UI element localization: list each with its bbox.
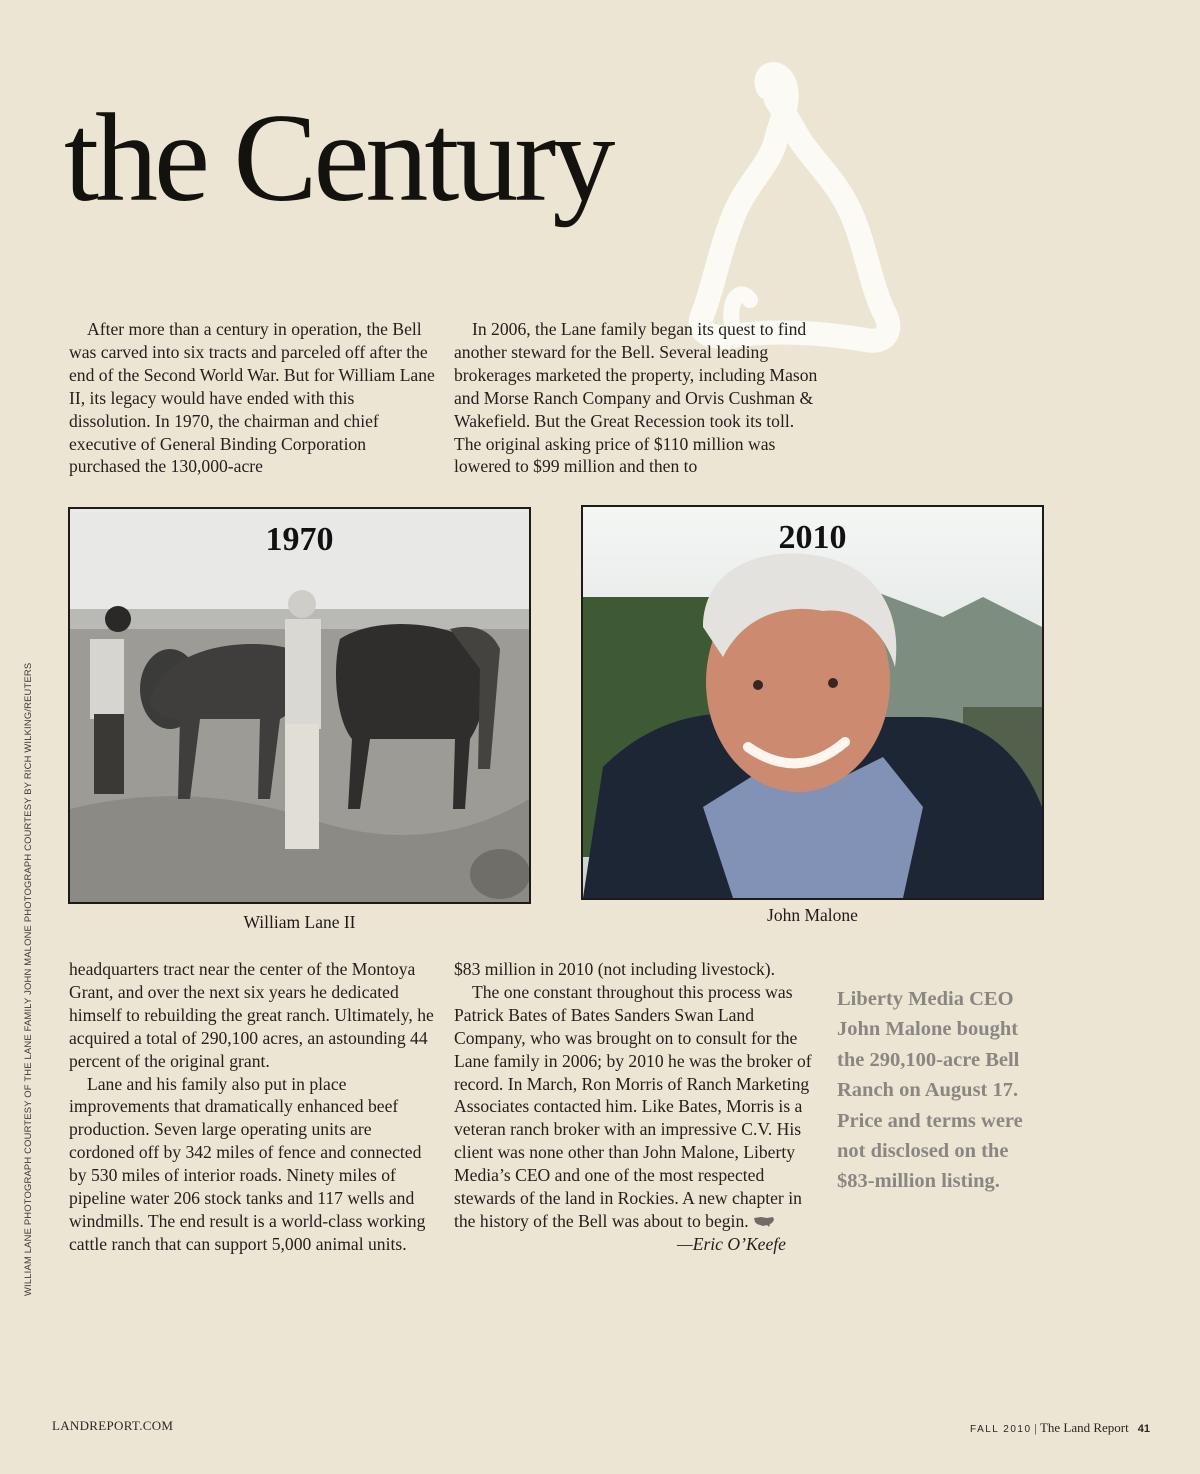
body-paragraph: $83 million in 2010 (not including livestock). [454,959,776,979]
william-lane-photo [68,507,531,904]
photo-year-label: 2010 [778,519,847,556]
photo-year-label: 1970 [265,521,334,558]
article-column-2-bottom [454,958,826,1256]
footer-website: LANDREPORT.COM [52,1418,174,1433]
body-paragraph: After more than a century in operation, the Bell was carved into six tracts and parceled off after the end of the Second World War. But for William Lane II, its legacy would have ended with this dissolution. In 1970, the chairman and chief executive of General Binding Corporation purchased the 130,000-acre [69,319,435,477]
body-paragraph: headquarters tract near the center of the Montoya Grant, and over the next six years he dedicated himself to rebuilding the great ranch. Ultimately, he acquired a total of 290,100 acres, an astounding 44 percent of the original grant. [69,959,434,1071]
john-malone-photo [581,505,1044,900]
footer-magazine-name: The Land Report [1039,1420,1129,1435]
body-paragraph [454,981,826,1233]
footer-folio [970,1420,1150,1436]
footer-separator: | [1034,1421,1037,1435]
article-column-2-top [454,318,824,478]
photo-caption: John Malone [767,905,858,925]
photo-caption: William Lane II [243,912,356,932]
footer-season: FALL 2010 [970,1424,1032,1435]
photo-credit: WILLIAM LANE PHOTOGRAPH COURTESY OF THE LANE FAMILY JOHN MALONE PHOTOGRAPH COURTESY BY RICH WILKING/REUTERS [22,662,33,1296]
body-text: The one constant throughout this process was Patrick Bates of Bates Sanders Swan Land Company, who was brought on to consult for the Lane family in 2006; by 2010 he was the broker of record. In March, Ron Morris of Ranch Marketing Associates contacted him. Like Bates, Morris is a veteran ranch broker with an impressive C.V. His client was none other than John Malone, Liberty Media’s CEO and one of the most respected stewards of the land in Rockies. A new chapter in the history of the Bell was about to begin. [454,981,812,1231]
page-title: the Century [64,89,612,228]
author-signature: —Eric O’Keefe [677,1233,786,1254]
article-column-1-bottom [69,958,439,1256]
body-paragraph: Lane and his family also put in place improvements that dramatically enhanced beef production. Seven large operating units are cordoned off by 342 miles of fence and connected by 530 miles of interior roads. Ninety miles of pipeline water 206 stock tanks and 117 wells and windmills. The end result is a world-class working cattle ranch that can support 5,000 animal units. [69,1073,426,1254]
body-paragraph: In 2006, the Lane family began its quest to find another steward for the Bell. Several leading brokerages marketed the property, including Mason and Morse Ranch Company and Orvis Cushman & Wakefield. But the Great Recession took its toll. The original asking price of $110 million was lowered to $99 million and then to [454,319,818,477]
pull-quote: Liberty Media CEO John Malone bought the 290,100-acre Bell Ranch on August 17. Price and terms were not disclosed on the $83-million listing. [837,988,1023,1193]
page-number: 41 [1137,1423,1150,1435]
usa-map-icon [753,1215,775,1229]
article-column-1-top [69,318,439,478]
